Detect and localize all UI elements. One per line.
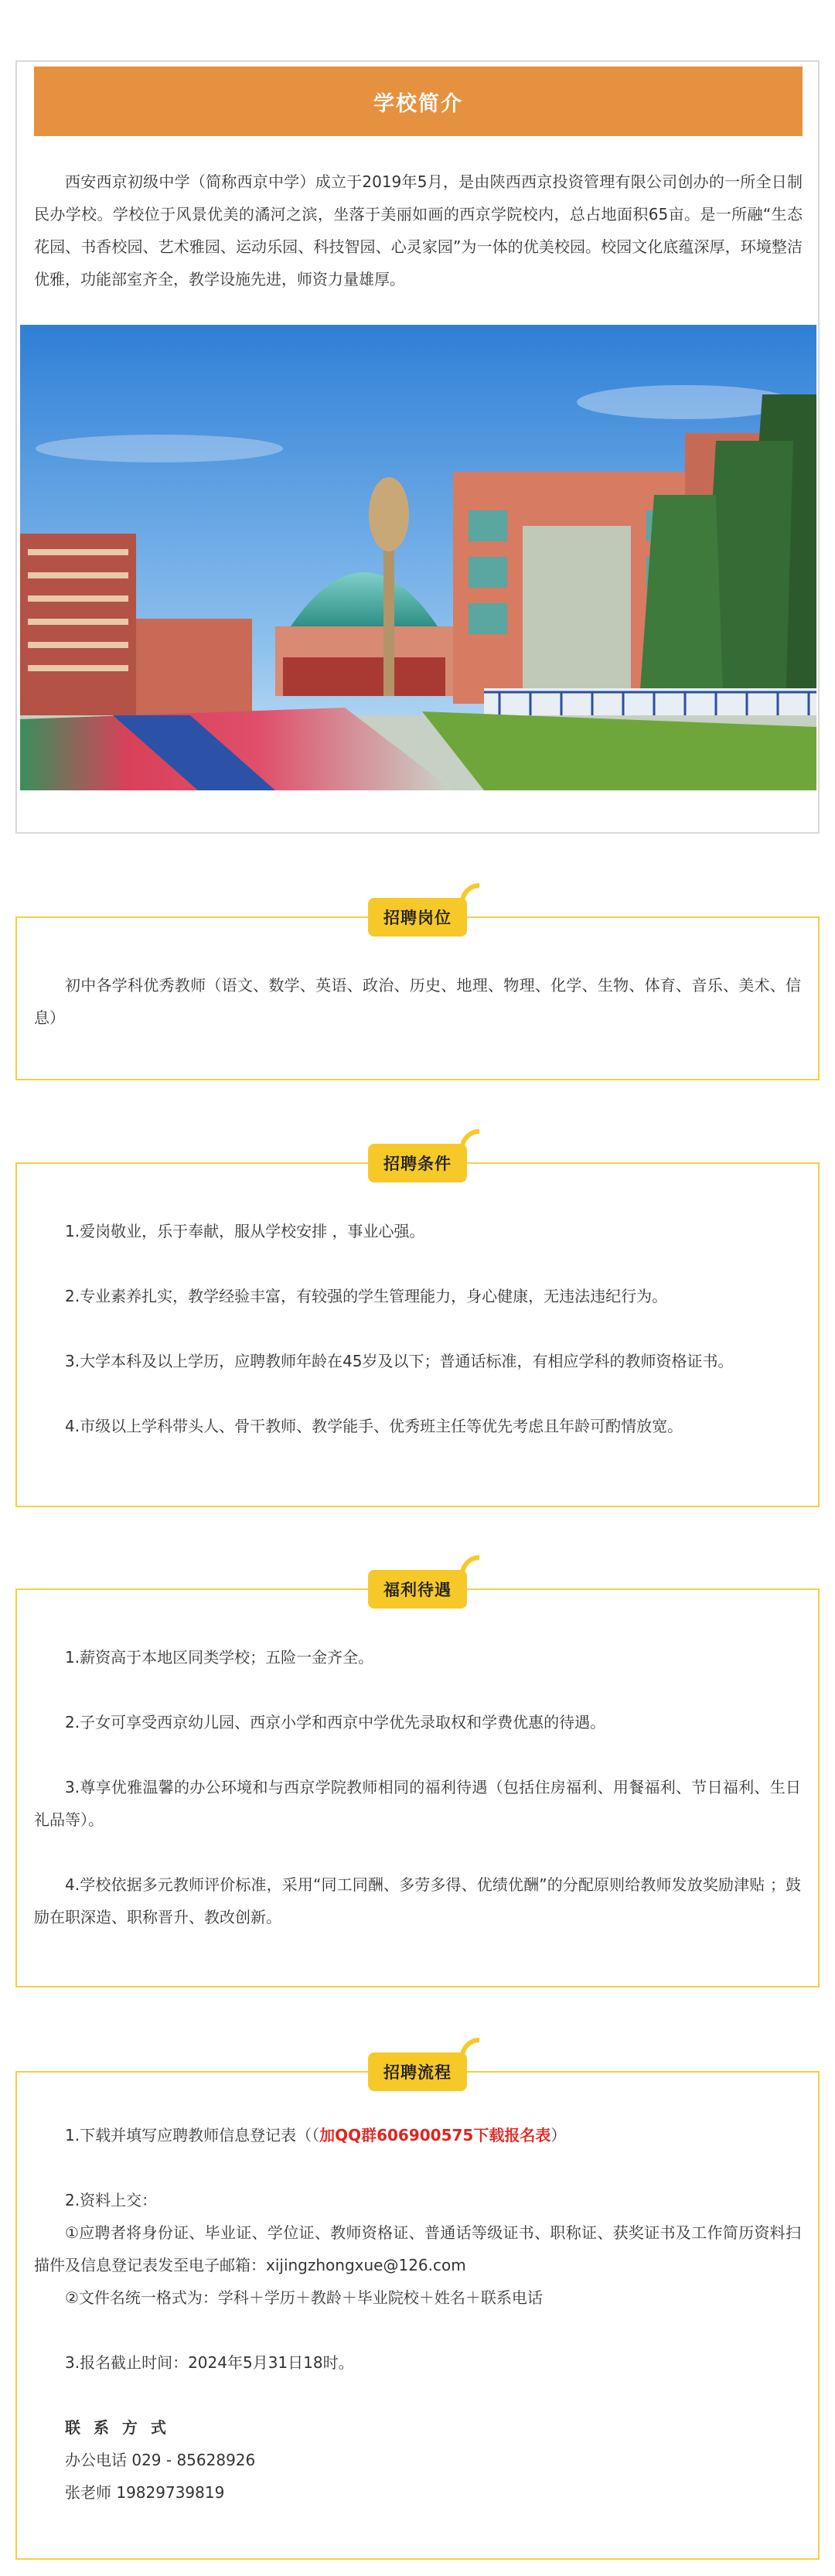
school-intro-card — [15, 60, 820, 834]
qq-group-highlight: 加QQ群606900575下载报名表 — [319, 2126, 551, 2144]
process-step-2-title: 2.资料上交： — [65, 2191, 158, 2209]
benefit-item: 2.子女可享受西京幼儿园、西京小学和西京中学优先录取权和学费优惠的待遇。 — [65, 1713, 606, 1732]
positions-tag: 招聘岗位 — [368, 898, 467, 937]
step1-text: 1.下载并填写应聘教师信息登记表（（ — [65, 2126, 320, 2144]
intro-title: 学校简介 — [34, 67, 803, 136]
benefits-tag: 福利待遇 — [368, 1570, 467, 1609]
positions-text: 初中各学科优秀教师（语文、数学、英语、政治、历史、地理、物理、化学、生物、体育、音乐、美术、信息） — [34, 976, 801, 1027]
intro-text: 西安西京初级中学（简称西京中学）成立于2019年5月，是由陕西西京投资管理有限公司创办的一所全日制民办学校。学校位于风景优美的潏河之滨，坐落于美丽如画的西京学院校内，总占地面积65亩。是一所融“生态花园、书香校园、艺术雅园、运动乐园、科技智园、心灵家园”为一体的优美校园。校园文化底蕴深厚，环境整洁优雅，功能部室齐全，教学设施先进，师资力量雄厚。 — [34, 172, 803, 288]
process-tag: 招聘流程 — [368, 2052, 467, 2091]
section-benefits — [15, 1581, 820, 1987]
condition-item: 4.市级以上学科带头人、骨干教师、教学能手、优秀班主任等优先考虑且年龄可酌情放宽。 — [65, 1417, 683, 1435]
teacher-phone: 张老师 19829739819 — [65, 2483, 225, 2502]
contact-title: 联 系 方 式 — [65, 2418, 170, 2437]
process-step-2-item-1: ①应聘者将身份证、毕业证、学位证、教师资格证、普通话等级证书、职称证、获奖证书及工作简历资料扫描件及信息登记表发至电子邮箱：xijingzhongxue@126.com — [34, 2223, 801, 2274]
condition-item: 3.大学本科及以上学历，应聘教师年龄在45岁及以下；普通话标准，有相应学科的教师资格证书。 — [65, 1352, 734, 1370]
office-phone: 办公电话 029 - 85628926 — [65, 2451, 256, 2469]
process-step-1 — [34, 2119, 801, 2151]
condition-item: 2.专业素养扎实，教学经验丰富，有较强的学生管理能力，身心健康，无违法违纪行为。 — [65, 1287, 668, 1305]
benefit-item: 4.学校依据多元教师评价标准，采用“同工同酬、多劳多得、优绩优酬”的分配原则给教师发放奖励津贴 ；鼓励在职深造、职称晋升、教改创新。 — [34, 1875, 801, 1926]
benefit-item: 3.尊享优雅温馨的办公环境和与西京学院教师相同的福利待遇（包括住房福利、用餐福利、节日福利、生日礼品等）。 — [34, 1778, 801, 1829]
section-process — [15, 2063, 820, 2560]
campus-photo — [20, 325, 816, 790]
section-conditions — [15, 1155, 820, 1507]
conditions-tag: 招聘条件 — [368, 1144, 467, 1182]
section-positions — [15, 909, 820, 1080]
benefit-item: 1.薪资高于本地区同类学校；五险一金齐全。 — [65, 1648, 374, 1667]
step1-suffix: ） — [550, 2126, 567, 2144]
process-step-3: 3.报名截止时间：2024年5月31日18时。 — [65, 2353, 354, 2372]
process-step-2-item-2: ②文件名统一格式为：学科＋学历＋教龄＋毕业院校＋姓名＋联系电话 — [65, 2288, 543, 2307]
condition-item: 1.爱岗敬业，乐于奉献，服从学校安排 ，事业心强。 — [65, 1222, 425, 1240]
